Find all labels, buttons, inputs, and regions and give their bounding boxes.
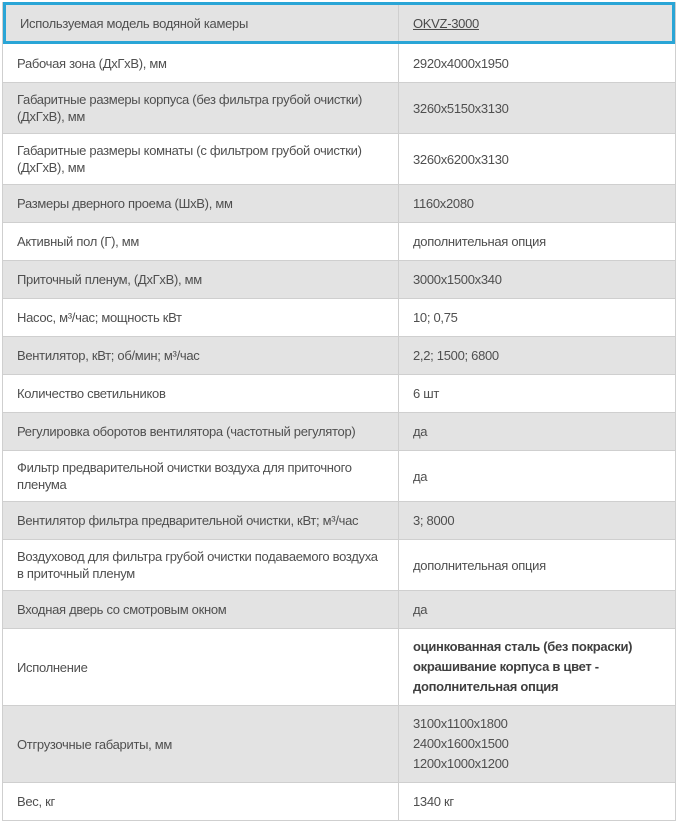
table-row [3,133,675,184]
spec-value: дополнительная опция [413,557,546,573]
spec-value: да [413,424,428,439]
spec-label: Активный пол (Г), мм [3,223,399,260]
table-row [3,501,675,539]
spec-label: Используемая модель водяной камеры [6,5,399,41]
spec-value: 3260х6200х3130 [413,151,509,167]
spec-value: 10; 0,75 [413,310,458,325]
spec-value: 2,2; 1500; 6800 [413,348,499,363]
table-row [3,374,675,412]
spec-label: Габаритные размеры комнаты (с фильтром грубой очистки) (ДхГхВ), мм [3,134,399,184]
table-row [3,44,675,82]
spec-value: 3; 8000 [413,513,455,528]
spec-label: Рабочая зона (ДхГхВ), мм [3,44,399,82]
table-row [3,412,675,450]
spec-label: Размеры дверного проема (ШхВ), мм [3,185,399,222]
spec-label: Насос, м³/час; мощность кВт [3,299,399,336]
table-row [3,450,675,501]
spec-value-line: дополнительная опция [413,679,559,694]
spec-label: Исполнение [3,629,399,705]
spec-label: Вентилятор, кВт; об/мин; м³/час [3,337,399,374]
table-row [3,705,675,782]
table-row [3,628,675,705]
spec-label: Фильтр предварительной очистки воздуха для приточного пленума [3,451,399,501]
spec-value: да [413,602,428,617]
table-row [3,82,675,133]
spec-label: Габаритные размеры корпуса (без фильтра грубой очистки) (ДхГхВ), мм [3,83,399,133]
spec-value-line: окрашивание корпуса в цвет - [413,659,599,674]
spec-table [2,2,676,821]
spec-label: Воздуховод для фильтра грубой очистки подаваемого воздуха в приточный пленум [3,540,399,590]
spec-label: Приточный пленум, (ДхГхВ), мм [3,261,399,298]
table-row [3,184,675,222]
table-row [3,539,675,590]
spec-value [399,706,675,782]
spec-value: 6 шт [413,386,440,401]
table-row [3,298,675,336]
spec-label: Количество светильников [3,375,399,412]
table-row [3,2,675,44]
spec-value: 3260х5150х3130 [413,100,509,116]
spec-value: 1340 кг [413,794,454,809]
spec-label: Отгрузочные габариты, мм [3,706,399,782]
spec-value-line: 3100х1100х1800 [413,716,508,731]
spec-value-line: 1200х1000х1200 [413,756,509,771]
spec-value: 1160х2080 [413,196,474,211]
table-row [3,222,675,260]
spec-value-line: 2400х1600х1500 [413,736,509,751]
spec-label: Вес, кг [3,783,399,820]
table-row [3,782,675,820]
table-row [3,260,675,298]
spec-label: Вентилятор фильтра предварительной очистки, кВт; м³/час [3,502,399,539]
model-link[interactable]: OKVZ-3000 [413,15,479,31]
spec-value: 3000х1500х340 [413,272,502,287]
spec-value: да [413,468,428,484]
table-row [3,336,675,374]
spec-value [399,629,675,705]
spec-label: Входная дверь со смотровым окном [3,591,399,628]
spec-value: дополнительная опция [413,234,546,249]
spec-value: 2920х4000х1950 [413,55,509,71]
table-row [3,590,675,628]
spec-label: Регулировка оборотов вентилятора (частотный регулятор) [3,413,399,450]
spec-value-line: оцинкованная сталь (без покраски) [413,639,633,654]
spec-value [399,5,672,41]
